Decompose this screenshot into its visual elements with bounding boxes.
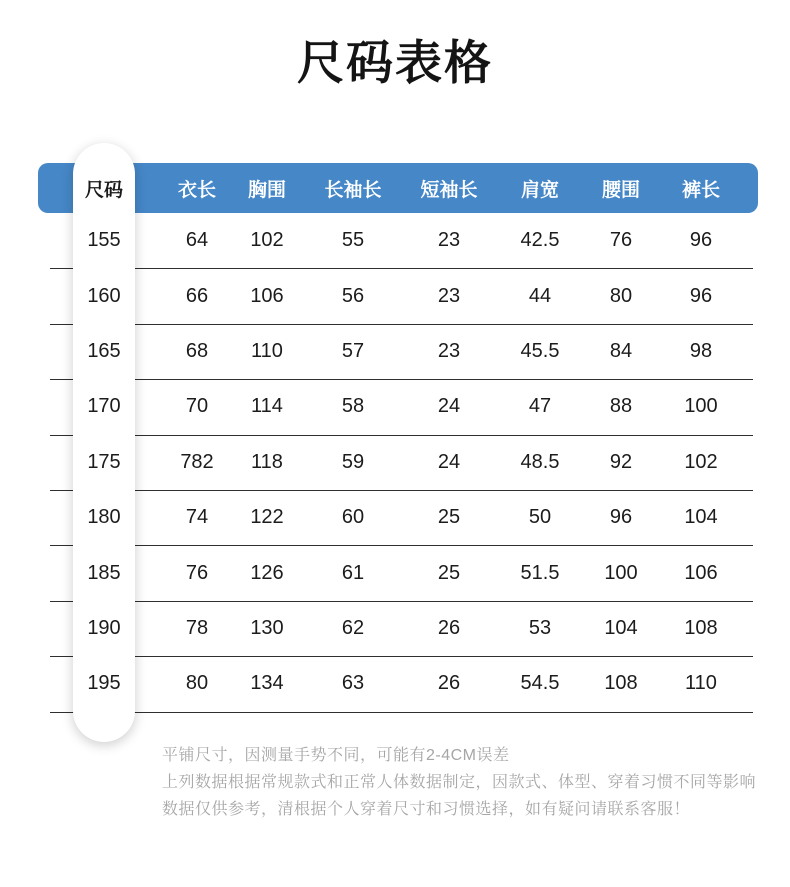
size-cell: 185 [87,561,121,584]
data-cell: 23 [437,339,461,362]
note-line: 平铺尺寸，因测量手势不同，可能有2-4CM误差 [162,747,510,764]
data-cell: 100 [604,561,638,584]
table-row [38,213,758,268]
data-cell: 25 [437,506,461,529]
data-cell: 45.5 [520,339,560,362]
data-cell: 96 [609,506,633,529]
data-cell: 59 [341,450,365,473]
data-cell: 26 [437,616,461,639]
data-cell: 88 [609,395,633,418]
table-row [38,490,758,545]
data-cell: 42.5 [520,229,560,252]
data-cell: 63 [341,672,365,695]
size-cell: 160 [87,284,121,307]
data-cell: 106 [250,284,284,307]
data-cell: 47 [528,395,552,418]
size-cell: 190 [87,616,121,639]
data-cell: 61 [341,561,365,584]
size-cell: 170 [87,395,121,418]
data-cell: 55 [341,229,365,252]
data-cell: 70 [185,395,209,418]
size-cell: 155 [87,229,121,252]
data-cell: 122 [250,506,284,529]
data-cell: 92 [609,450,633,473]
data-cell: 80 [185,672,209,695]
note-line: 数据仅供参考，清根据个人穿着尺寸和习惯选择，如有疑问请联系客服！ [162,801,691,818]
data-cell: 57 [341,339,365,362]
data-cell: 51.5 [520,561,560,584]
notes [162,742,762,823]
data-cell: 56 [341,284,365,307]
data-cell: 782 [180,450,214,473]
data-cell: 110 [251,339,283,362]
data-cell: 74 [185,506,209,529]
data-cell: 106 [684,561,718,584]
data-cell: 104 [604,616,638,639]
data-cell: 23 [437,284,461,307]
size-cell: 175 [87,450,121,473]
data-cell: 134 [250,672,284,695]
data-cell: 23 [437,229,461,252]
data-cell: 108 [684,616,718,639]
data-cell: 76 [609,229,633,252]
data-cell: 118 [251,450,283,473]
table-row [38,601,758,656]
data-cell: 78 [185,616,209,639]
header-cell-size: 尺码 [84,179,123,201]
data-cell: 66 [185,284,209,307]
data-cell: 108 [604,672,638,695]
data-cell: 24 [437,450,461,473]
size-cell: 195 [87,672,121,695]
separator-line [50,712,753,713]
data-cell: 80 [609,284,633,307]
data-cell: 54.5 [520,672,560,695]
data-cell: 98 [689,339,713,362]
header-cell-chest: 胸围 [247,179,286,201]
data-cell: 25 [437,561,461,584]
data-cell: 130 [250,616,284,639]
table-row [38,656,758,711]
table-row [38,435,758,490]
header-cell-long-sleeve: 长袖长 [324,179,382,201]
data-cell: 44 [528,284,552,307]
table-row [38,324,758,379]
data-cell: 24 [437,395,461,418]
data-cell: 104 [684,506,718,529]
header-cell-clothes-length: 衣长 [177,179,216,201]
data-cell: 64 [185,229,209,252]
data-cell: 126 [250,561,284,584]
note-line: 上列数据根据常规款式和正常人体数据制定，因款式、体型、穿着习惯不同等影响 [162,774,757,791]
data-cell: 102 [684,450,718,473]
data-cell: 62 [341,616,365,639]
data-cell: 114 [251,395,283,418]
data-cell: 26 [437,672,461,695]
header-cell-waist: 腰围 [601,179,640,201]
data-cell: 76 [185,561,209,584]
data-cell: 110 [685,672,717,695]
data-cell: 48.5 [520,450,560,473]
data-cell: 68 [185,339,209,362]
size-cell: 180 [87,506,121,529]
header-cell-pants-length: 裤长 [681,179,720,201]
size-cell: 165 [87,339,121,362]
table-header-row [38,163,758,213]
table-row [38,268,758,323]
data-cell: 58 [341,395,365,418]
data-cell: 96 [689,229,713,252]
header-cell-shoulder: 肩宽 [520,179,559,201]
table-row [38,379,758,434]
data-cell: 96 [689,284,713,307]
data-cell: 84 [609,339,633,362]
data-cell: 100 [684,395,718,418]
data-cell: 50 [528,506,552,529]
data-cell: 60 [341,506,365,529]
size-table [38,163,758,773]
data-cell: 102 [250,229,284,252]
page-title: 尺码表格 [297,36,493,89]
table-row [38,545,758,600]
data-cell: 53 [528,616,552,639]
header-cell-short-sleeve: 短袖长 [420,179,478,201]
